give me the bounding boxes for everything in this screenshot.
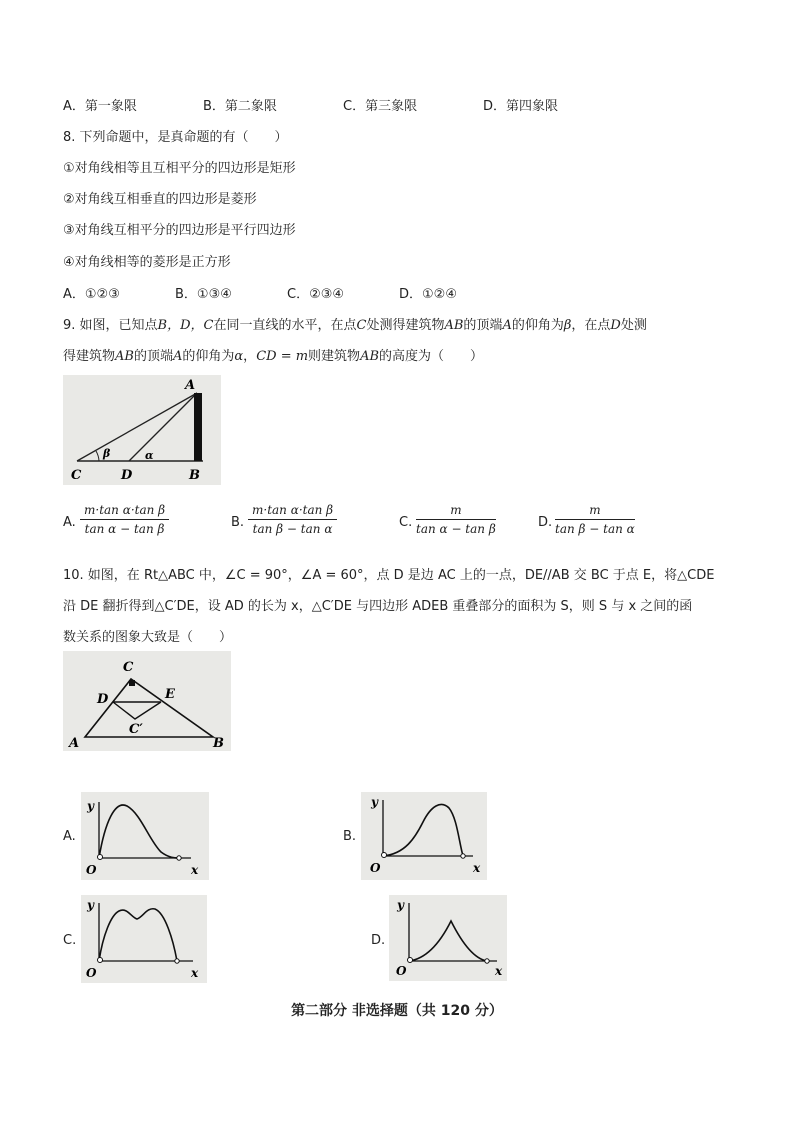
q10-option-a-letter: A. — [63, 829, 76, 844]
q9-stem-line1: 9. 如图，已知点B，D，C在同一直线的水平，在点C处测得建筑物AB的顶端A的仰角为β，在点D处测 — [63, 318, 647, 333]
q9-fig-label-a: A — [185, 378, 196, 393]
q8-prop-3: ③对角线互相平分的四边形是平行四边形 — [63, 223, 296, 238]
q10-d-label-y: y — [397, 898, 404, 912]
q8-prop-2: ②对角线互相垂直的四边形是菱形 — [63, 192, 257, 207]
q10-option-d-letter: D. — [371, 933, 386, 948]
q10-option-c-letter: C. — [63, 933, 77, 948]
q9-option-c-fraction: $\frac{m}{\text{tan α − tan β}}$ — [416, 503, 496, 536]
q9-fig-label-beta: β — [103, 447, 111, 460]
q9-fig-label-b: B — [189, 468, 200, 483]
q10-option-c-graph — [81, 895, 207, 983]
q8-option-d: D．①②④ — [399, 287, 457, 302]
q9-fig-label-alpha: α — [145, 449, 154, 462]
q10-fig-label-c: C — [123, 660, 134, 675]
q10-a-label-x: x — [191, 863, 199, 877]
q10-d-label-o: O — [396, 964, 407, 978]
q10-c-label-x: x — [191, 966, 199, 980]
q7-option-c: C．第三象限 — [343, 99, 418, 114]
section-title: 第二部分 非选择题（共 120 分） — [291, 1003, 503, 1019]
q10-fig-label-a: A — [69, 736, 80, 751]
q10-fig-label-e: E — [165, 687, 175, 702]
q8-prop-4: ④对角线相等的菱形是正方形 — [63, 255, 231, 270]
q10-stem-line2: 沿 DE 翻折得到△C′DE，设 AD 的长为 x，△C′DE 与四边形 ADEB 重叠部分的面积为 S，则 S 与 x 之间的函 — [63, 599, 693, 614]
q10-a-label-y: y — [87, 799, 94, 813]
q9-option-b-fraction: $\frac{\text{m·tan α·tan β}}{\text{tan β − tan α}}$ — [248, 503, 337, 536]
q10-option-a-graph — [81, 792, 209, 880]
q9-option-b-letter: B. — [231, 515, 245, 530]
q9-option-d-letter: D. — [538, 515, 553, 530]
q9-option-d-fraction: $\frac{m}{\text{tan β − tan α}}$ — [555, 503, 635, 536]
q10-stem-line1: 10. 如图，在 Rt△ABC 中，∠C = 90°，∠A = 60°，点 D 是边 AC 上的一点，DE//AB 交 BC 于点 E，将△CDE — [63, 568, 715, 583]
q10-figure — [63, 651, 231, 751]
q9-option-a-letter: A. — [63, 515, 76, 530]
q8-option-c: C．②③④ — [287, 287, 345, 302]
q10-b-label-o: O — [370, 861, 381, 875]
q10-fig-label-cp: C′ — [129, 722, 143, 737]
q10-option-d-graph — [389, 895, 507, 981]
q8-option-b: B．①③④ — [175, 287, 232, 302]
q8-prop-1: ①对角线相等且互相平分的四边形是矩形 — [63, 161, 296, 176]
q10-c-label-y: y — [87, 898, 94, 912]
q9-stem-line2: 得建筑物AB的顶端A的仰角为α，CD = m则建筑物AB的高度为（ ） — [63, 349, 484, 364]
q7-option-b: B．第二象限 — [203, 99, 277, 114]
q10-stem-line3: 数关系的图象大致是（ ） — [63, 630, 233, 645]
q10-d-label-x: x — [495, 964, 503, 978]
q10-a-label-o: O — [86, 863, 97, 877]
q7-option-a: A．第一象限 — [63, 99, 137, 114]
q9-fig-label-d: D — [121, 468, 133, 483]
q7-option-d: D．第四象限 — [483, 99, 559, 114]
q10-fig-label-d: D — [97, 692, 109, 707]
q10-c-label-o: O — [86, 966, 97, 980]
q9-figure — [63, 375, 221, 485]
q9-option-c-letter: C. — [399, 515, 413, 530]
q9-fig-label-c: C — [71, 468, 82, 483]
q10-b-label-x: x — [473, 861, 481, 875]
q10-fig-label-b: B — [213, 736, 224, 751]
q8-option-a: A．①②③ — [63, 287, 120, 302]
q10-option-b-letter: B. — [343, 829, 357, 844]
q8-stem: 8. 下列命题中，是真命题的有（ ） — [63, 130, 288, 145]
q10-option-b-graph — [361, 792, 487, 880]
q10-b-label-y: y — [371, 795, 378, 809]
q9-option-a-fraction: $\frac{\text{m·tan α·tan β}}{\text{tan α − tan β}}$ — [80, 503, 169, 536]
